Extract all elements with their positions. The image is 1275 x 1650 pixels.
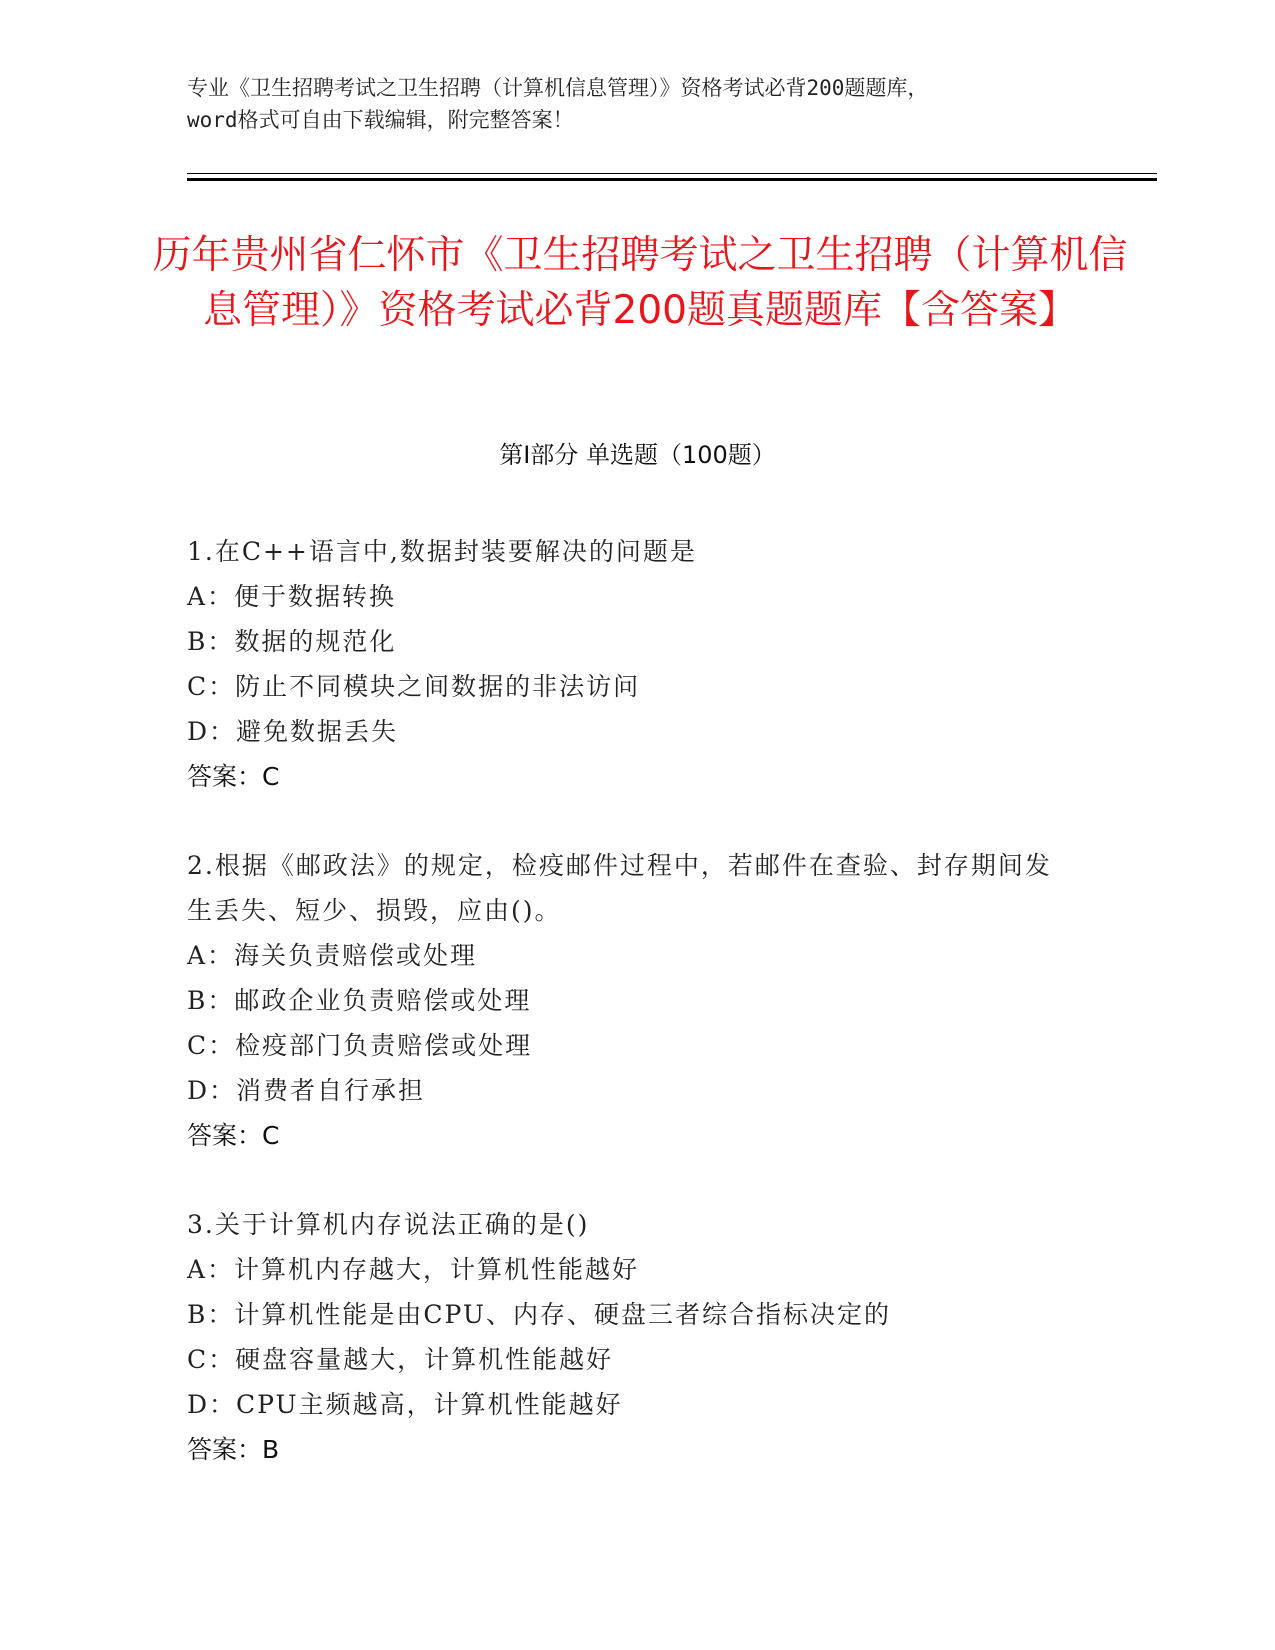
header-divider-thin [187,173,1157,174]
option-b: B：数据的规范化 [187,627,397,656]
option-b: B：邮政企业负责赔偿或处理 [187,986,532,1015]
header-divider-thick [187,178,1157,181]
option-d: D：消费者自行承担 [187,1076,426,1105]
option-d: D：避免数据丢失 [187,717,399,746]
document-title: 历年贵州省仁怀市《卫生招聘考试之卫生招聘（计算机信息管理）》资格考试必背200题真题题库【含答案】 [152,233,1128,333]
question-2 [187,843,1067,1158]
section-title: 第Ⅰ部分 单选题（100题） [499,441,776,469]
answer-key: 答案：C [187,762,280,791]
question-list [187,529,1067,1516]
option-c: C：防止不同模块之间数据的非法访问 [187,672,641,701]
question-text: 3.关于计算机内存说法正确的是() [187,1210,590,1239]
header-note-line-2: word格式可自由下载编辑，附完整答案！ [187,108,574,132]
question-3 [187,1202,1067,1472]
option-a: A：便于数据转换 [187,582,397,611]
question-text: 1.在C++语言中,数据封装要解决的问题是 [187,537,697,566]
answer-key: 答案：B [187,1435,280,1464]
option-a: A：海关负责赔偿或处理 [187,941,478,970]
option-a: A：计算机内存越大，计算机性能越好 [187,1255,640,1284]
option-d: D：CPU主频越高，计算机性能越好 [187,1390,623,1419]
option-c: C：检疫部门负责赔偿或处理 [187,1031,533,1060]
header-note [187,72,1107,136]
option-c: C：硬盘容量越大，计算机性能越好 [187,1345,614,1374]
answer-key: 答案：C [187,1121,280,1150]
question-text: 2.根据《邮政法》的规定，检疫邮件过程中，若邮件在查验、封存期间发生丢失、短少、损毁，应由()。 [187,851,1052,925]
question-1 [187,529,1067,799]
option-b: B：计算机性能是由CPU、内存、硬盘三者综合指标决定的 [187,1300,891,1329]
header-note-line-1: 专业《卫生招聘考试之卫生招聘（计算机信息管理）》资格考试必背200题题库， [187,76,929,100]
